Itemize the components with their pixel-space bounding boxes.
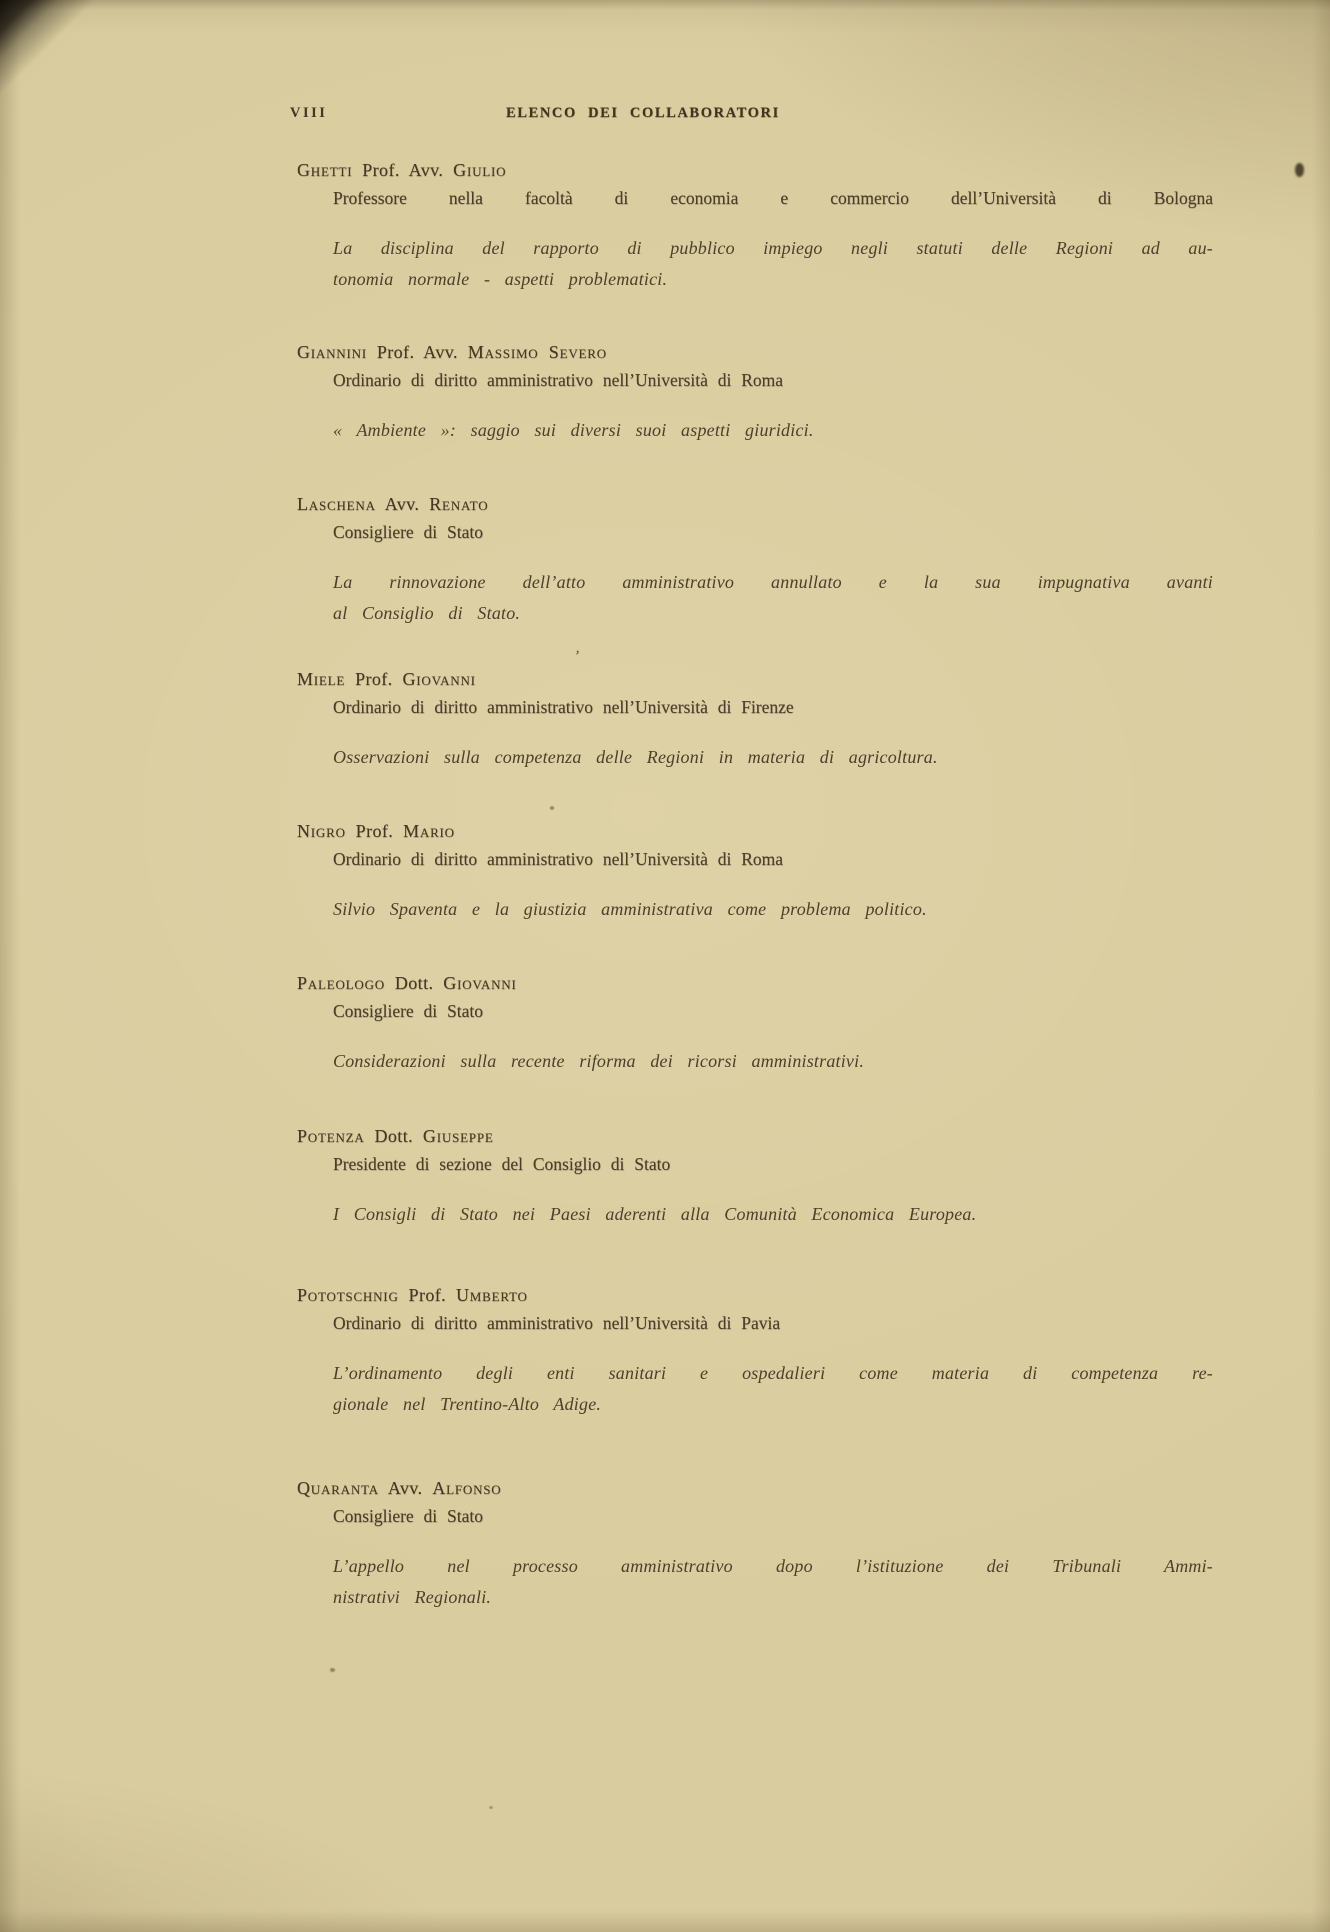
collaborator-role: Ordinario di diritto amministrativo nell’Università di Roma bbox=[333, 370, 784, 390]
work-title-line: Osservazioni sulla competenza delle Regioni in materia di agricoltura. bbox=[333, 747, 938, 767]
collaborator-name bbox=[297, 1123, 1227, 1149]
work-title-line: al Consiglio di Stato. bbox=[333, 603, 521, 623]
scan-speck bbox=[550, 806, 554, 810]
work-title bbox=[333, 894, 1213, 925]
work-title-line: nistrativi Regionali. bbox=[333, 1587, 492, 1607]
collaborator-surname: Potenza bbox=[297, 1126, 365, 1146]
collaborator-titles: Prof. Avv. bbox=[366, 342, 468, 362]
collaborator-titles: Prof. bbox=[345, 669, 403, 689]
collaborator-surname: Quaranta bbox=[297, 1478, 379, 1498]
work-title-line: L’ordinamento degli enti sanitari e ospedalieri come materia di competenza re- bbox=[333, 1363, 1213, 1383]
page-number: VIII bbox=[290, 105, 328, 121]
collaborator-name bbox=[297, 1282, 1227, 1308]
collaborator-given-name: Renato bbox=[429, 494, 489, 514]
collaborator-entry bbox=[297, 666, 1227, 773]
work-title bbox=[333, 742, 1213, 773]
collaborator-entry bbox=[297, 491, 1227, 629]
collaborator-role: Professore nella facoltà di economia e commercio dell’Università di Bologna bbox=[333, 188, 1213, 208]
scan-speck bbox=[330, 1668, 335, 1672]
collaborator-titles: Prof. Avv. bbox=[352, 160, 454, 180]
collaborator-given-name: Giulio bbox=[453, 160, 507, 180]
collaborator-titles: Prof. bbox=[345, 821, 404, 841]
work-title bbox=[333, 567, 1213, 629]
work-title-line: La rinnovazione dell’atto amministrativo annullato e la sua impugnativa avanti bbox=[333, 572, 1213, 592]
collaborator-entry bbox=[297, 339, 1227, 446]
work-title bbox=[333, 415, 1213, 446]
collaborator-given-name: Massimo Severo bbox=[467, 342, 607, 362]
work-title bbox=[333, 1358, 1213, 1420]
collaborator-role: Consigliere di Stato bbox=[333, 522, 484, 542]
scan-speck bbox=[489, 1806, 493, 1809]
collaborator-surname: Ghetti bbox=[297, 160, 353, 180]
collaborator-role: Ordinario di diritto amministrativo nell’Università di Roma bbox=[333, 849, 784, 869]
collaborator-role: Consigliere di Stato bbox=[333, 1506, 484, 1526]
collaborator-titles: Dott. bbox=[384, 973, 444, 993]
collaborator-given-name: Giuseppe bbox=[422, 1126, 494, 1146]
work-title-line: La disciplina del rapporto di pubblico impiego negli statuti delle Regioni ad au- bbox=[333, 238, 1213, 258]
collaborator-name bbox=[297, 666, 1227, 692]
collaborator-role: Presidente di sezione del Consiglio di Stato bbox=[333, 1154, 671, 1174]
work-title bbox=[333, 1199, 1213, 1230]
running-header: ELENCO DEI COLLABORATORI bbox=[506, 105, 780, 121]
collaborator-given-name: Giovanni bbox=[443, 973, 517, 993]
collaborator-name bbox=[297, 818, 1227, 844]
work-title-line: Considerazioni sulla recente riforma dei ricorsi amministrativi. bbox=[333, 1051, 865, 1071]
collaborator-role: Ordinario di diritto amministrativo nell’Università di Firenze bbox=[333, 697, 794, 717]
collaborator-given-name: Alfonso bbox=[432, 1478, 502, 1498]
work-title-line: « Ambiente »: saggio sui diversi suoi aspetti giuridici. bbox=[333, 420, 814, 440]
collaborator-name bbox=[297, 157, 1227, 183]
collaborator-role: Consigliere di Stato bbox=[333, 1001, 484, 1021]
collaborator-surname: Nigro bbox=[297, 821, 346, 841]
collaborator-surname: Pototschnig bbox=[297, 1285, 399, 1305]
scan-speck bbox=[1295, 163, 1304, 177]
collaborator-given-name: Umberto bbox=[455, 1285, 528, 1305]
work-title bbox=[333, 1551, 1213, 1613]
work-title bbox=[333, 233, 1213, 295]
collaborator-titles: Dott. bbox=[364, 1126, 423, 1146]
scan-speck: ’ bbox=[574, 648, 579, 664]
collaborator-surname: Giannini bbox=[297, 342, 367, 362]
collaborator-titles: Prof. bbox=[398, 1285, 456, 1305]
collaborator-given-name: Mario bbox=[403, 821, 455, 841]
collaborator-titles: Avv. bbox=[378, 1478, 433, 1498]
collaborator-entry bbox=[297, 1123, 1227, 1230]
collaborator-name bbox=[297, 491, 1227, 517]
work-title-line: Silvio Spaventa e la giustizia amministrativa come problema politico. bbox=[333, 899, 927, 919]
work-title-line: tonomia normale - aspetti problematici. bbox=[333, 269, 668, 289]
collaborator-name bbox=[297, 1475, 1227, 1501]
work-title-line: L’appello nel processo amministrativo dopo l’istituzione dei Tribunali Ammi- bbox=[333, 1556, 1213, 1576]
collaborator-entry bbox=[297, 970, 1227, 1077]
collaborator-entry bbox=[297, 157, 1227, 295]
collaborator-name bbox=[297, 339, 1227, 365]
collaborator-entry bbox=[297, 1475, 1227, 1613]
collaborator-name bbox=[297, 970, 1227, 996]
collaborator-surname: Miele bbox=[297, 669, 346, 689]
collaborator-surname: Laschena bbox=[297, 494, 376, 514]
work-title-line: gionale nel Trentino-Alto Adige. bbox=[333, 1394, 602, 1414]
collaborator-entry bbox=[297, 818, 1227, 925]
collaborator-entry bbox=[297, 1282, 1227, 1420]
work-title-line: I Consigli di Stato nei Paesi aderenti alla Comunità Economica Europea. bbox=[333, 1204, 977, 1224]
collaborator-role: Ordinario di diritto amministrativo nell’Università di Pavia bbox=[333, 1313, 781, 1333]
collaborator-given-name: Giovanni bbox=[402, 669, 476, 689]
scan-corner-shadow bbox=[0, 0, 215, 135]
collaborator-titles: Avv. bbox=[375, 494, 430, 514]
work-title bbox=[333, 1046, 1213, 1077]
collaborator-surname: Paleologo bbox=[297, 973, 385, 993]
